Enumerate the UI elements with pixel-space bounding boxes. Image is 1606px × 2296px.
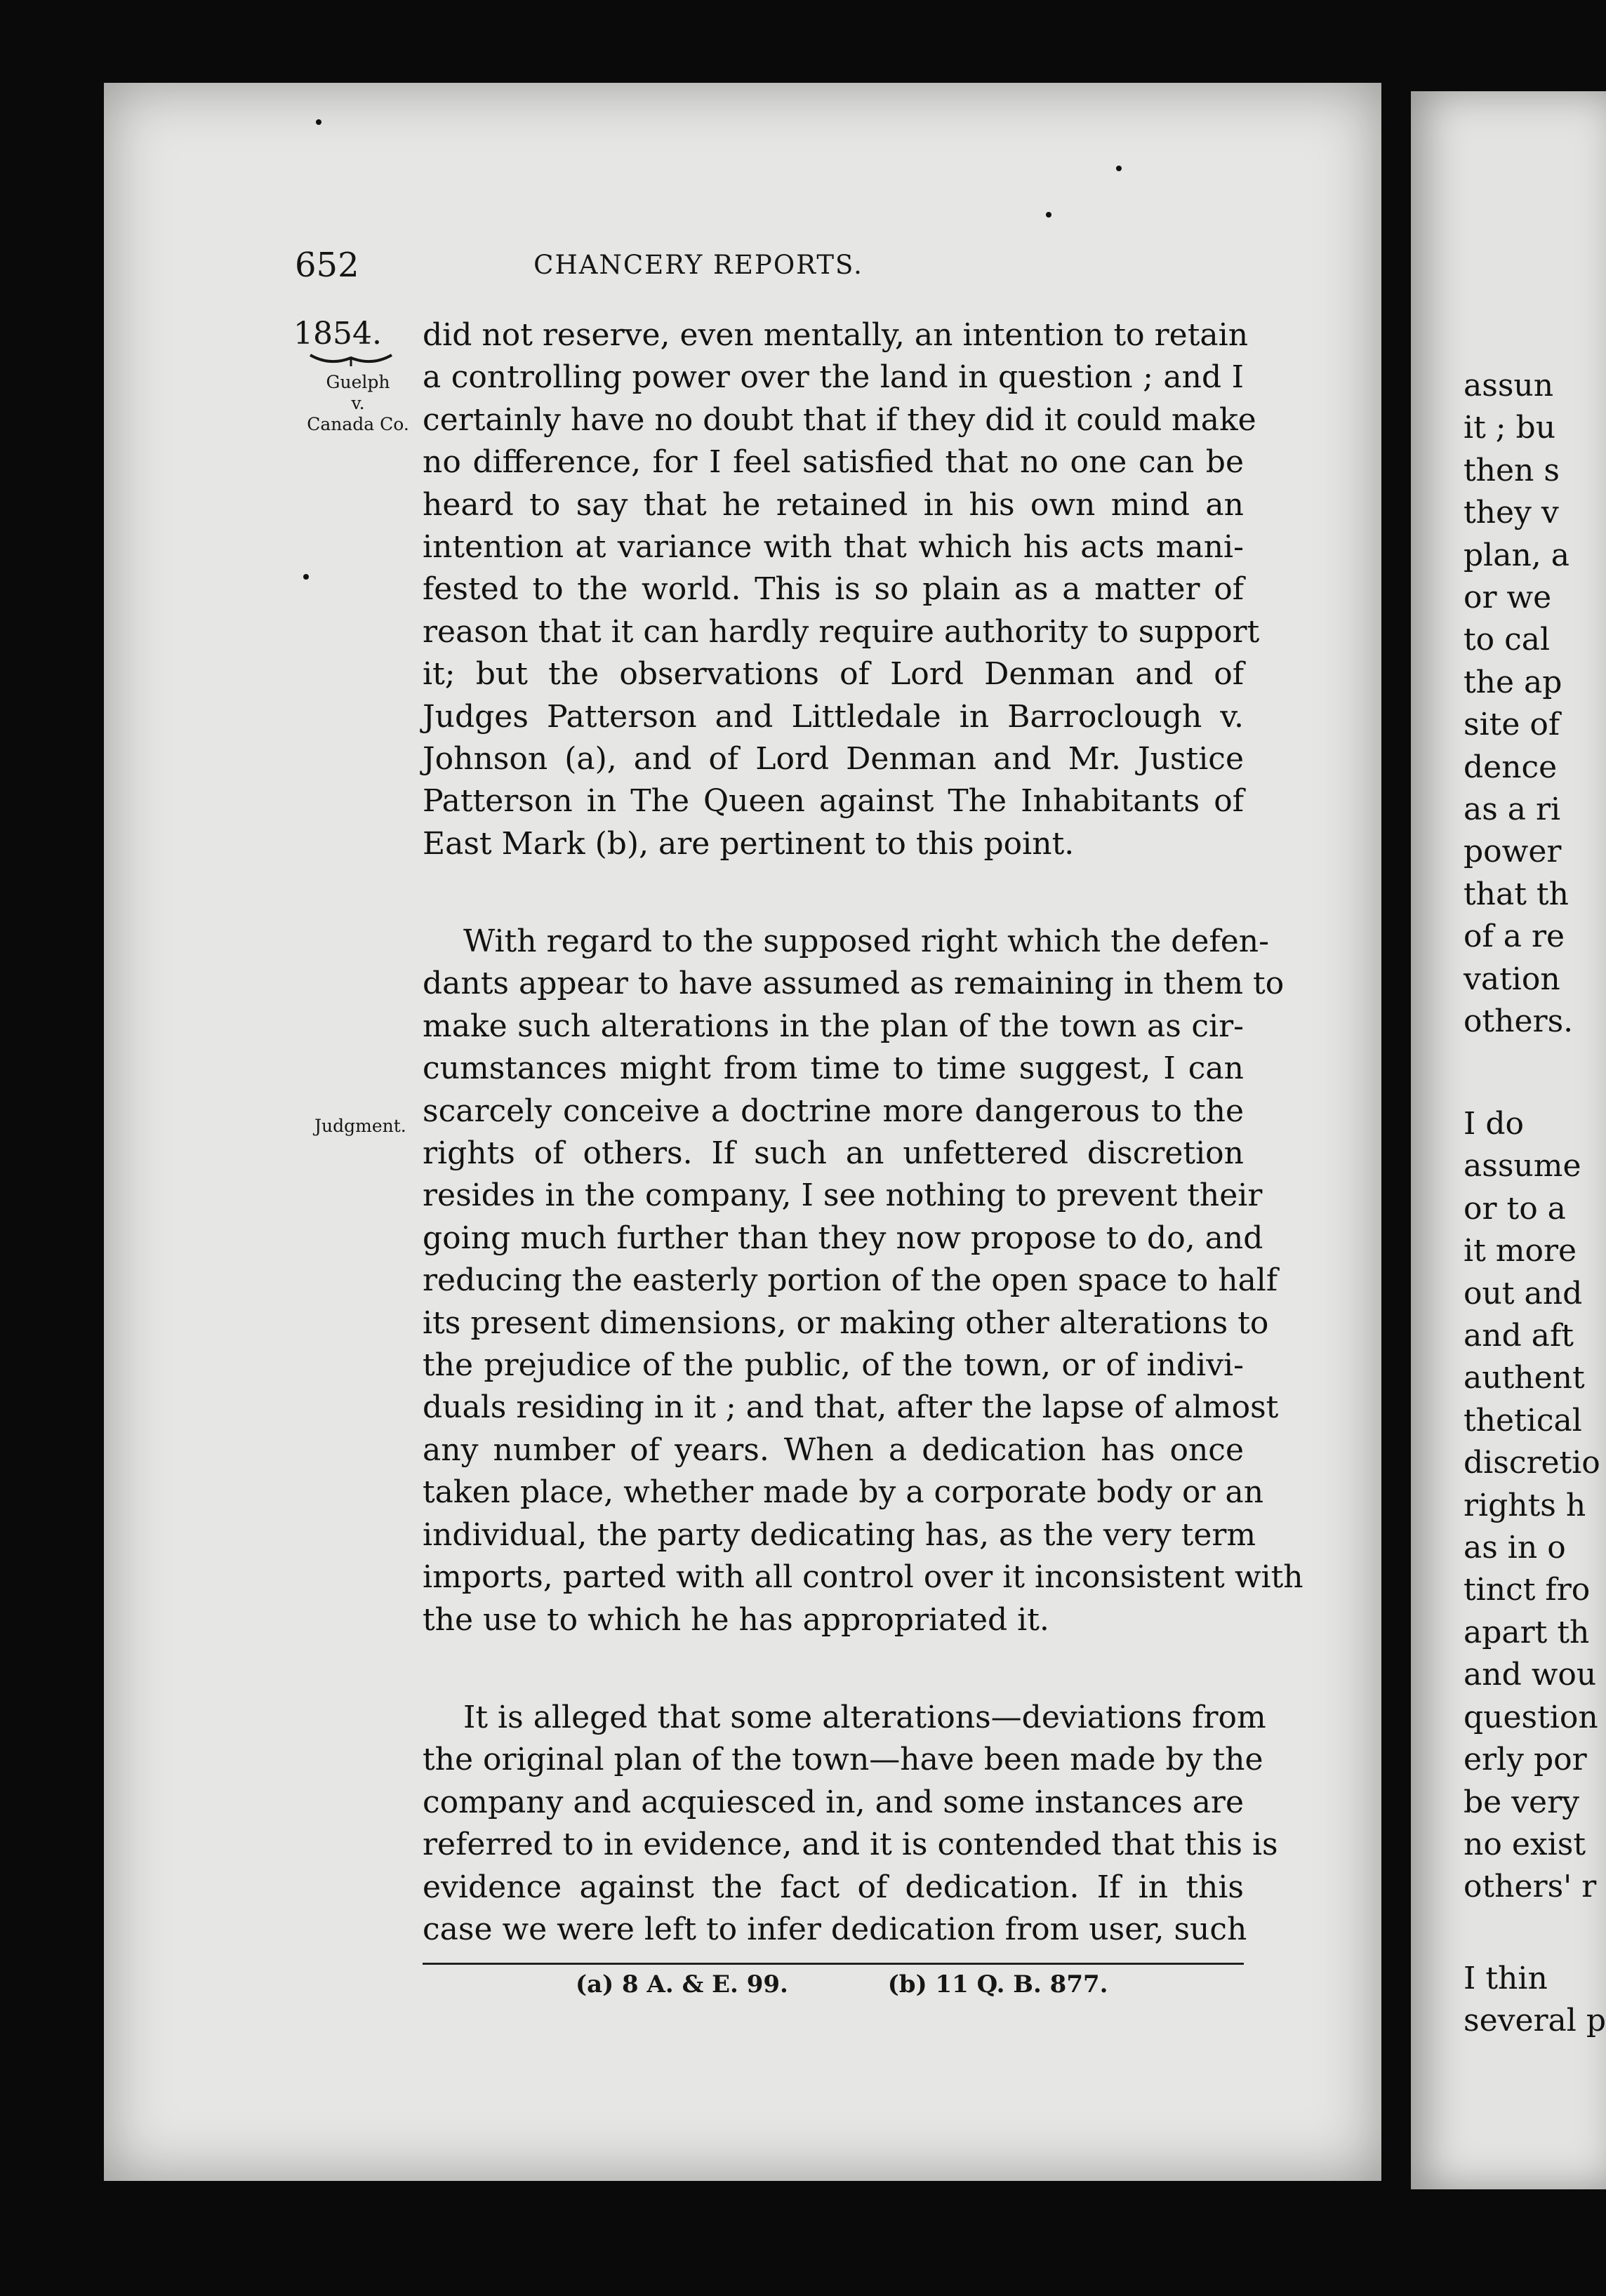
text-line: that th xyxy=(1464,876,1569,912)
text-line: taken place, whether made by a corporate body or an xyxy=(423,1474,1264,1511)
text-line: no difference, for I feel satisfied that no one can be xyxy=(423,444,1244,481)
brace-icon xyxy=(309,352,393,368)
paragraph-1 xyxy=(423,314,1260,865)
text-line: imports, parted with all control over it inconsistent with xyxy=(423,1559,1303,1596)
margin-case-line: Canada Co. xyxy=(307,414,409,434)
text-line: tinct fro xyxy=(1464,1572,1591,1608)
text-line: to cal xyxy=(1464,622,1551,658)
text-line: or we xyxy=(1464,580,1552,616)
text-line: they v xyxy=(1464,495,1559,531)
text-line: heard to say that he retained in his own mind an xyxy=(423,486,1244,523)
text-line: authent xyxy=(1464,1360,1585,1396)
text-line: reason that it can hardly require authority to support xyxy=(423,613,1260,650)
footnote-b: (b) 11 Q. B. 877. xyxy=(887,1970,1108,1998)
scan-speck xyxy=(316,119,321,125)
text-line: several p xyxy=(1464,2003,1606,2039)
text-line: others. xyxy=(1464,1003,1574,1040)
text-line: and wou xyxy=(1464,1657,1597,1693)
footnotes xyxy=(576,1970,1137,1998)
text-line: the prejudice of the public, of the town, or of indivi- xyxy=(423,1347,1244,1384)
text-line: resides in the company, I see nothing to prevent their xyxy=(423,1177,1263,1214)
footnote-a: (a) 8 A. & E. 99. xyxy=(576,1970,788,1998)
text-line: the original plan of the town—have been made by the xyxy=(423,1742,1263,1778)
paragraph-2 xyxy=(423,921,1303,1641)
text-line: out and xyxy=(1464,1275,1583,1311)
margin-case-name xyxy=(295,372,421,435)
text-line: It is alleged that some alterations—deviations from xyxy=(463,1700,1266,1735)
text-line: reducing the easterly portion of the open space to half xyxy=(423,1262,1278,1299)
text-line: duals residing in it ; and that, after the lapse of almost xyxy=(423,1389,1279,1426)
text-line: no exist xyxy=(1464,1826,1586,1862)
facing-page-block-2 xyxy=(1464,1103,1606,1909)
scan-speck xyxy=(303,574,309,580)
text-line: make such alterations in the plan of the town as cir- xyxy=(423,1008,1244,1044)
text-line: its present dimensions, or making other alterations to xyxy=(423,1304,1269,1341)
facing-page-block-1 xyxy=(1464,365,1606,1043)
text-line: fested to the world. This is so plain as a matter of xyxy=(423,571,1244,608)
margin-case-line: Guelph xyxy=(326,372,390,392)
text-line: others' r xyxy=(1464,1869,1597,1905)
text-line: individual, the party dedicating has, as the very term xyxy=(423,1516,1256,1553)
text-line: the ap xyxy=(1464,664,1562,700)
text-line: it; but the observations of Lord Denman and of xyxy=(423,656,1244,693)
text-line: question xyxy=(1464,1699,1598,1735)
text-line: then s xyxy=(1464,452,1560,488)
text-line: did not reserve, even mentally, an intention to retain xyxy=(423,317,1249,353)
text-line: I do xyxy=(1464,1106,1525,1142)
text-line: as in o xyxy=(1464,1530,1566,1566)
text-line: Judges Patterson and Littledale in Barroclough v. xyxy=(423,698,1244,735)
text-line: plan, a xyxy=(1464,537,1570,573)
text-line: referred to in evidence, and it is contended that this is xyxy=(423,1827,1278,1863)
text-line: be very xyxy=(1464,1784,1579,1820)
facing-page-block-3 xyxy=(1464,1958,1606,2043)
text-line: of a re xyxy=(1464,919,1565,955)
text-line: going much further than they now propose to do, and xyxy=(423,1220,1263,1256)
text-line: a controlling power over the land in question ; and I xyxy=(423,359,1244,396)
text-line: the use to which he has appropriated it. xyxy=(423,1601,1049,1638)
scan-speck xyxy=(1116,166,1122,171)
text-line: Patterson in The Queen against The Inhabitants of xyxy=(423,783,1244,820)
text-line: dants appear to have assumed as remaining in them to xyxy=(423,966,1285,1002)
text-line: vation xyxy=(1464,961,1560,997)
text-line: assun xyxy=(1464,368,1554,403)
text-line: it ; bu xyxy=(1464,410,1556,446)
text-line: and aft xyxy=(1464,1318,1574,1354)
text-line: scarcely conceive a doctrine more dangerous to the xyxy=(423,1093,1244,1129)
text-line: it more xyxy=(1464,1233,1577,1269)
text-line: Johnson (a), and of Lord Denman and Mr. Justice xyxy=(423,741,1244,777)
text-line: erly por xyxy=(1464,1742,1587,1778)
text-line: intention at variance with that which his acts mani- xyxy=(423,529,1244,566)
text-line: I thin xyxy=(1464,1961,1548,1996)
text-line: any number of years. When a dedication has once xyxy=(423,1431,1244,1468)
text-line: or to a xyxy=(1464,1190,1566,1227)
paragraph-3 xyxy=(423,1697,1278,1951)
scan-speck xyxy=(1046,212,1051,218)
text-line: East Mark (b), are pertinent to this point. xyxy=(423,825,1075,862)
page-number: 652 xyxy=(295,246,359,285)
text-line: apart th xyxy=(1464,1614,1590,1650)
text-line: evidence against the fact of dedication. If in this xyxy=(423,1869,1244,1905)
text-line: dence xyxy=(1464,749,1558,785)
margin-case-line: v. xyxy=(351,393,365,413)
text-line: case we were left to infer dedication from user, such xyxy=(423,1911,1247,1948)
text-line: certainly have no doubt that if they did it could make xyxy=(423,401,1256,438)
text-line: power xyxy=(1464,834,1562,870)
running-head: CHANCERY REPORTS. xyxy=(533,250,863,280)
text-line: rights of others. If such an unfettered discretion xyxy=(423,1135,1244,1172)
margin-judgment: Judgment. xyxy=(314,1116,406,1136)
text-line: site of xyxy=(1464,707,1560,743)
text-line: as a ri xyxy=(1464,792,1561,828)
text-line: thetical xyxy=(1464,1402,1582,1439)
text-line: cumstances might from time to time suggest, I can xyxy=(423,1050,1244,1087)
text-line: rights h xyxy=(1464,1487,1586,1523)
text-line: With regard to the supposed right which the defen- xyxy=(463,923,1269,959)
text-line: company and acquiesced in, and some instances are xyxy=(423,1784,1244,1820)
text-line: discretio xyxy=(1464,1445,1600,1481)
margin-year: 1854. xyxy=(293,316,382,352)
footnote-rule xyxy=(423,1963,1244,1965)
text-line: assume xyxy=(1464,1148,1581,1184)
